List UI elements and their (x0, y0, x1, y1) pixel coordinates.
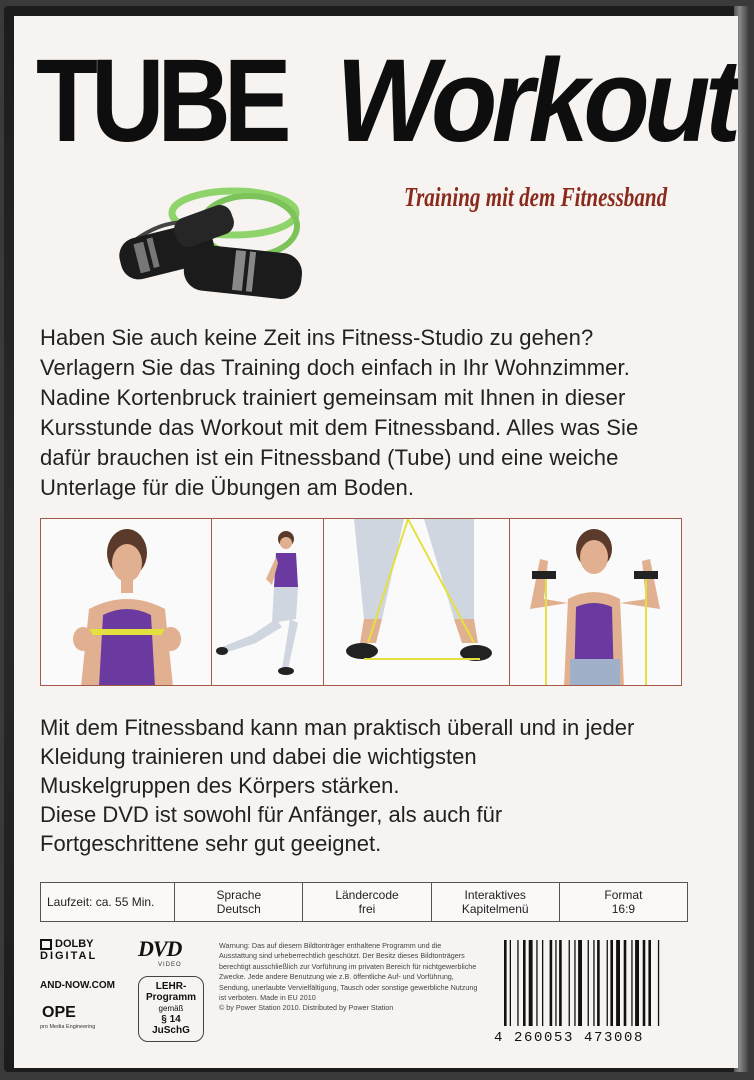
ope-subtitle: pro Media Engineering (40, 1024, 96, 1030)
dvd-video-label: VIDEO (158, 962, 182, 968)
description-line: Fortgeschrittene sehr gut geeignet. (40, 831, 382, 856)
description-paragraph (40, 713, 720, 858)
fitness-tube-image (114, 171, 324, 311)
intro-line: Haben Sie auch keine Zeit ins Fitness-Studio zu gehen? (40, 325, 594, 350)
dvd-logo: DVD (138, 936, 182, 961)
exercise-photo-3 (324, 519, 509, 685)
exercise-photo-strip (40, 518, 682, 686)
info-runtime: Laufzeit: ca. 55 Min. (41, 883, 175, 921)
exercise-photo-1 (41, 519, 212, 685)
title-word-workout: Workout (336, 35, 736, 167)
dolby-logo: DOLBY DIGITAL (40, 938, 98, 962)
barcode-number: 4 260053 473008 (494, 1030, 645, 1046)
product-subtitle: Training mit dem Fitnessband (404, 182, 668, 212)
intro-line: Nadine Kortenbruck trainiert gemeinsam mit Ihnen in dieser (40, 385, 626, 410)
dvd-case (4, 6, 748, 1072)
dvd-back-cover (14, 16, 738, 1068)
intro-line: dafür brauchen ist ein Fitnessband (Tube) und eine weiche (40, 445, 619, 470)
description-line: Diese DVD ist sowohl für Anfänger, als auch für (40, 802, 503, 827)
intro-paragraph (40, 323, 720, 503)
exercise-photo-2 (212, 519, 324, 685)
description-line: Kleidung trainieren und dabei die wichtigsten (40, 744, 477, 769)
product-title (36, 35, 736, 186)
legal-warning: Warnung: Das auf diesem Bildtonträger enthaltene Programm und die Ausstattung sind urheberrechtlich geschützt. Der Besitz dieses Bildtonträgers berechtigt ausschließlich zur Vorführung im privaten Bereich für nichtgewerbliche Zwecke. Jede andere Benutzung wie z.B. öffentliche Auf- und Vorführung, Sendung, unerlaubte Vervielfältigung, Tausch oder sonstige gewerbliche Nutzung ist verboten. Made in EU 2010 © by Power Station 2010. Distributed by Power Station (219, 941, 478, 1013)
dolby-icon (40, 939, 52, 950)
intro-line: Kursstunde das Workout mit dem Fitnessband. Alles was Sie (40, 415, 639, 440)
barcode (494, 936, 694, 1048)
info-menu: Interaktives Kapitelmenü (432, 883, 560, 921)
andnow-logo: AND-NOW.COM (40, 980, 115, 991)
lehrprogramm-badge: LEHR- Programm gemäß § 14 JuSchG (138, 976, 204, 1042)
description-line: Mit dem Fitnessband kann man praktisch überall und in jeder (40, 715, 635, 740)
intro-line: Unterlage für die Übungen am Boden. (40, 475, 415, 500)
description-line: Muskelgruppen des Körpers stärken. (40, 773, 400, 798)
info-region: Ländercode frei (303, 883, 431, 921)
barcode-bars (504, 940, 684, 1026)
info-language: Sprache Deutsch (175, 883, 303, 921)
info-table (40, 882, 688, 922)
copyright-line: © by Power Station 2010. Distributed by Power Station (219, 1003, 394, 1013)
title-word-tube: TUBE (36, 35, 285, 167)
intro-line: Verlagern Sie das Training doch einfach in Ihr Wohnzimmer. (40, 355, 630, 380)
logo-area (40, 934, 210, 1044)
info-format: Format 16:9 (604, 888, 643, 916)
ope-logo: OPE (42, 1004, 76, 1021)
exercise-photo-4 (510, 519, 681, 685)
